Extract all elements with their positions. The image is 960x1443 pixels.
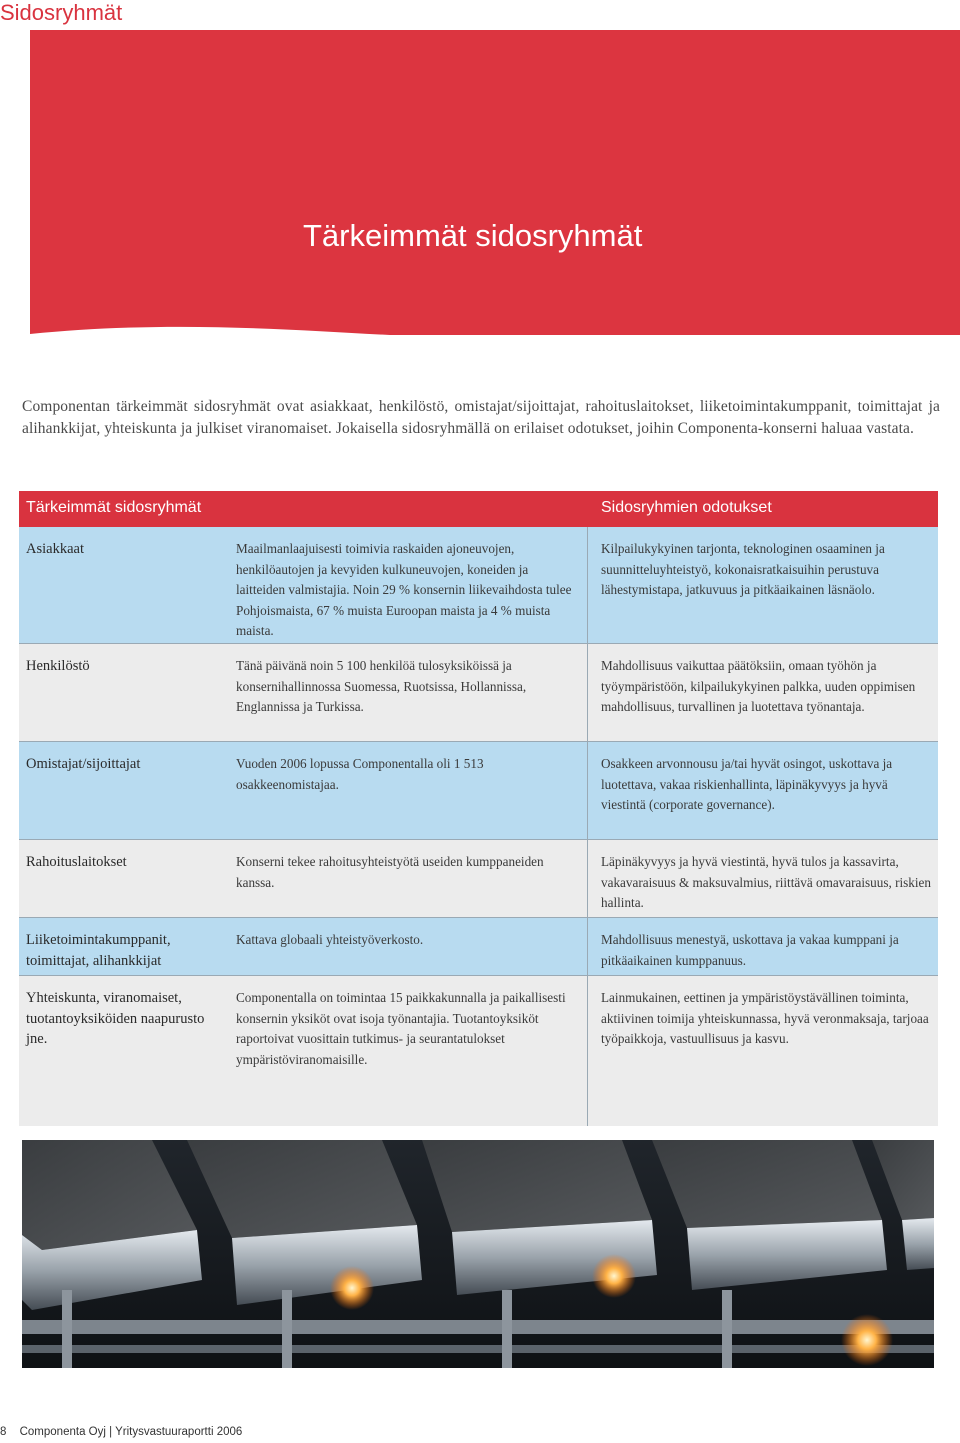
hero-background	[30, 30, 960, 335]
stakeholder-expectations: Mahdollisuus menestyä, uskottava ja vakaa kumppani ja pitkäaikainen kumppanuus.	[601, 932, 899, 968]
column-divider	[587, 918, 588, 975]
hero-banner	[30, 30, 960, 335]
table-row	[19, 840, 938, 918]
page-number: 8	[0, 1426, 7, 1438]
header-expectations: Sidosryhmien odotukset	[601, 499, 772, 516]
stakeholder-description: Kattava globaali yhteistyöverkosto.	[236, 932, 424, 947]
section-label: Sidosryhmät	[0, 0, 123, 25]
foundry-photo	[22, 1140, 934, 1368]
stakeholder-name: Yhteiskunta, viranomaiset, tuotantoyksiköiden naapurusto jne.	[26, 990, 205, 1048]
stakeholder-name: Liiketoimintakumppanit, toimittajat, alihankkijat	[26, 932, 171, 969]
page-footer	[0, 1426, 242, 1438]
header-stakeholders: Tärkeimmät sidosryhmät	[26, 499, 202, 516]
stakeholder-description: Tänä päivänä noin 5 100 henkilöä tulosyksiköissä ja konsernihallinnossa Suomessa, Ruotsissa, Hollannissa, Englannissa ja Turkissa.	[236, 658, 527, 715]
column-divider	[587, 742, 588, 839]
table-header	[19, 491, 938, 527]
table-row	[19, 527, 938, 644]
foundry-photo-illustration	[22, 1140, 934, 1368]
stakeholder-name: Asiakkaat	[26, 541, 84, 557]
hero-title: Tärkeimmät sidosryhmät	[303, 218, 643, 253]
stakeholder-table	[19, 491, 938, 1126]
stakeholder-expectations: Läpinäkyvyys ja hyvä viestintä, hyvä tulos ja kassavirta, vakavaraisuus & maksuvalmius, riittävä omavaraisuus, riskien hallinta.	[601, 854, 931, 911]
stakeholder-description: Vuoden 2006 lopussa Componentalla oli 1 513 osakkeenomistajaa.	[236, 756, 484, 792]
column-divider	[587, 644, 588, 741]
column-divider	[587, 840, 588, 917]
column-divider	[587, 527, 588, 643]
column-divider	[587, 976, 588, 1126]
stakeholder-expectations: Kilpailukykyinen tarjonta, teknologinen osaaminen ja suunnitteluyhteistyö, kokonaisratkaisuihin perustuva lähestymistapa, jatkuvuus ja pitkäaikainen läsnäolo.	[601, 541, 885, 598]
intro-paragraph: Componentan tärkeimmät sidosryhmät ovat asiakkaat, henkilöstö, omistajat/sijoittajat, rahoituslaitokset, liiketoimintakumppanit, toimittajat ja alihankkijat, yhteiskunta ja julkiset viranomaiset. Jokaisella sidosryhmällä on erilaiset odotukset, joihin Componenta-konserni haluaa vastata.	[22, 398, 940, 437]
stakeholder-expectations: Osakkeen arvonnousu ja/tai hyvät osingot, uskottava ja luotettava, vakaa riskienhallinta, läpinäkyvyys ja hyvä viestintä (corporate governance).	[601, 756, 893, 813]
stakeholder-expectations: Mahdollisuus vaikuttaa päätöksiin, omaan työhön ja työympäristöön, kilpailukykyinen palkka, uuden oppimisen mahdollisuus, turvallinen ja luotettava työnantaja.	[601, 658, 916, 715]
table-row	[19, 976, 938, 1126]
stakeholder-name: Rahoituslaitokset	[26, 854, 127, 870]
stakeholder-description: Konserni tekee rahoitusyhteistyötä useiden kumppaneiden kanssa.	[236, 854, 544, 890]
stakeholder-name: Henkilöstö	[26, 658, 90, 674]
stakeholder-description: Maailmanlaajuisesti toimivia raskaiden ajoneuvojen, henkilöautojen ja kevyiden kulkuneuvojen, koneiden ja laitteiden valmistajia. Noin 29 % konsernin liikevaihdosta tulee Pohjoismaista, 67 % muista Euroopan maista ja 4 % muista maista.	[236, 541, 572, 639]
stakeholder-description: Componentalla on toimintaa 15 paikkakunnalla ja paikallisesti konsernin yksiköt ovat isoja työnantajia. Tuotantoyksiköt raportoivat vuosittain tutkimus- ja seurantatulokset ympäristöviranomaisille.	[236, 990, 566, 1067]
footer-text: Componenta Oyj | Yritysvastuuraportti 2006	[19, 1426, 243, 1438]
table-row	[19, 644, 938, 742]
table-row	[19, 742, 938, 840]
table-row	[19, 918, 938, 976]
stakeholder-expectations: Lainmukainen, eettinen ja ympäristöystävällinen toiminta, aktiivinen toimija yhteiskunnassa, hyvä veronmaksaja, tarjoaa työpaikkoja, vastuullisuus ja kasvu.	[601, 990, 929, 1047]
stakeholder-name: Omistajat/sijoittajat	[26, 756, 141, 772]
